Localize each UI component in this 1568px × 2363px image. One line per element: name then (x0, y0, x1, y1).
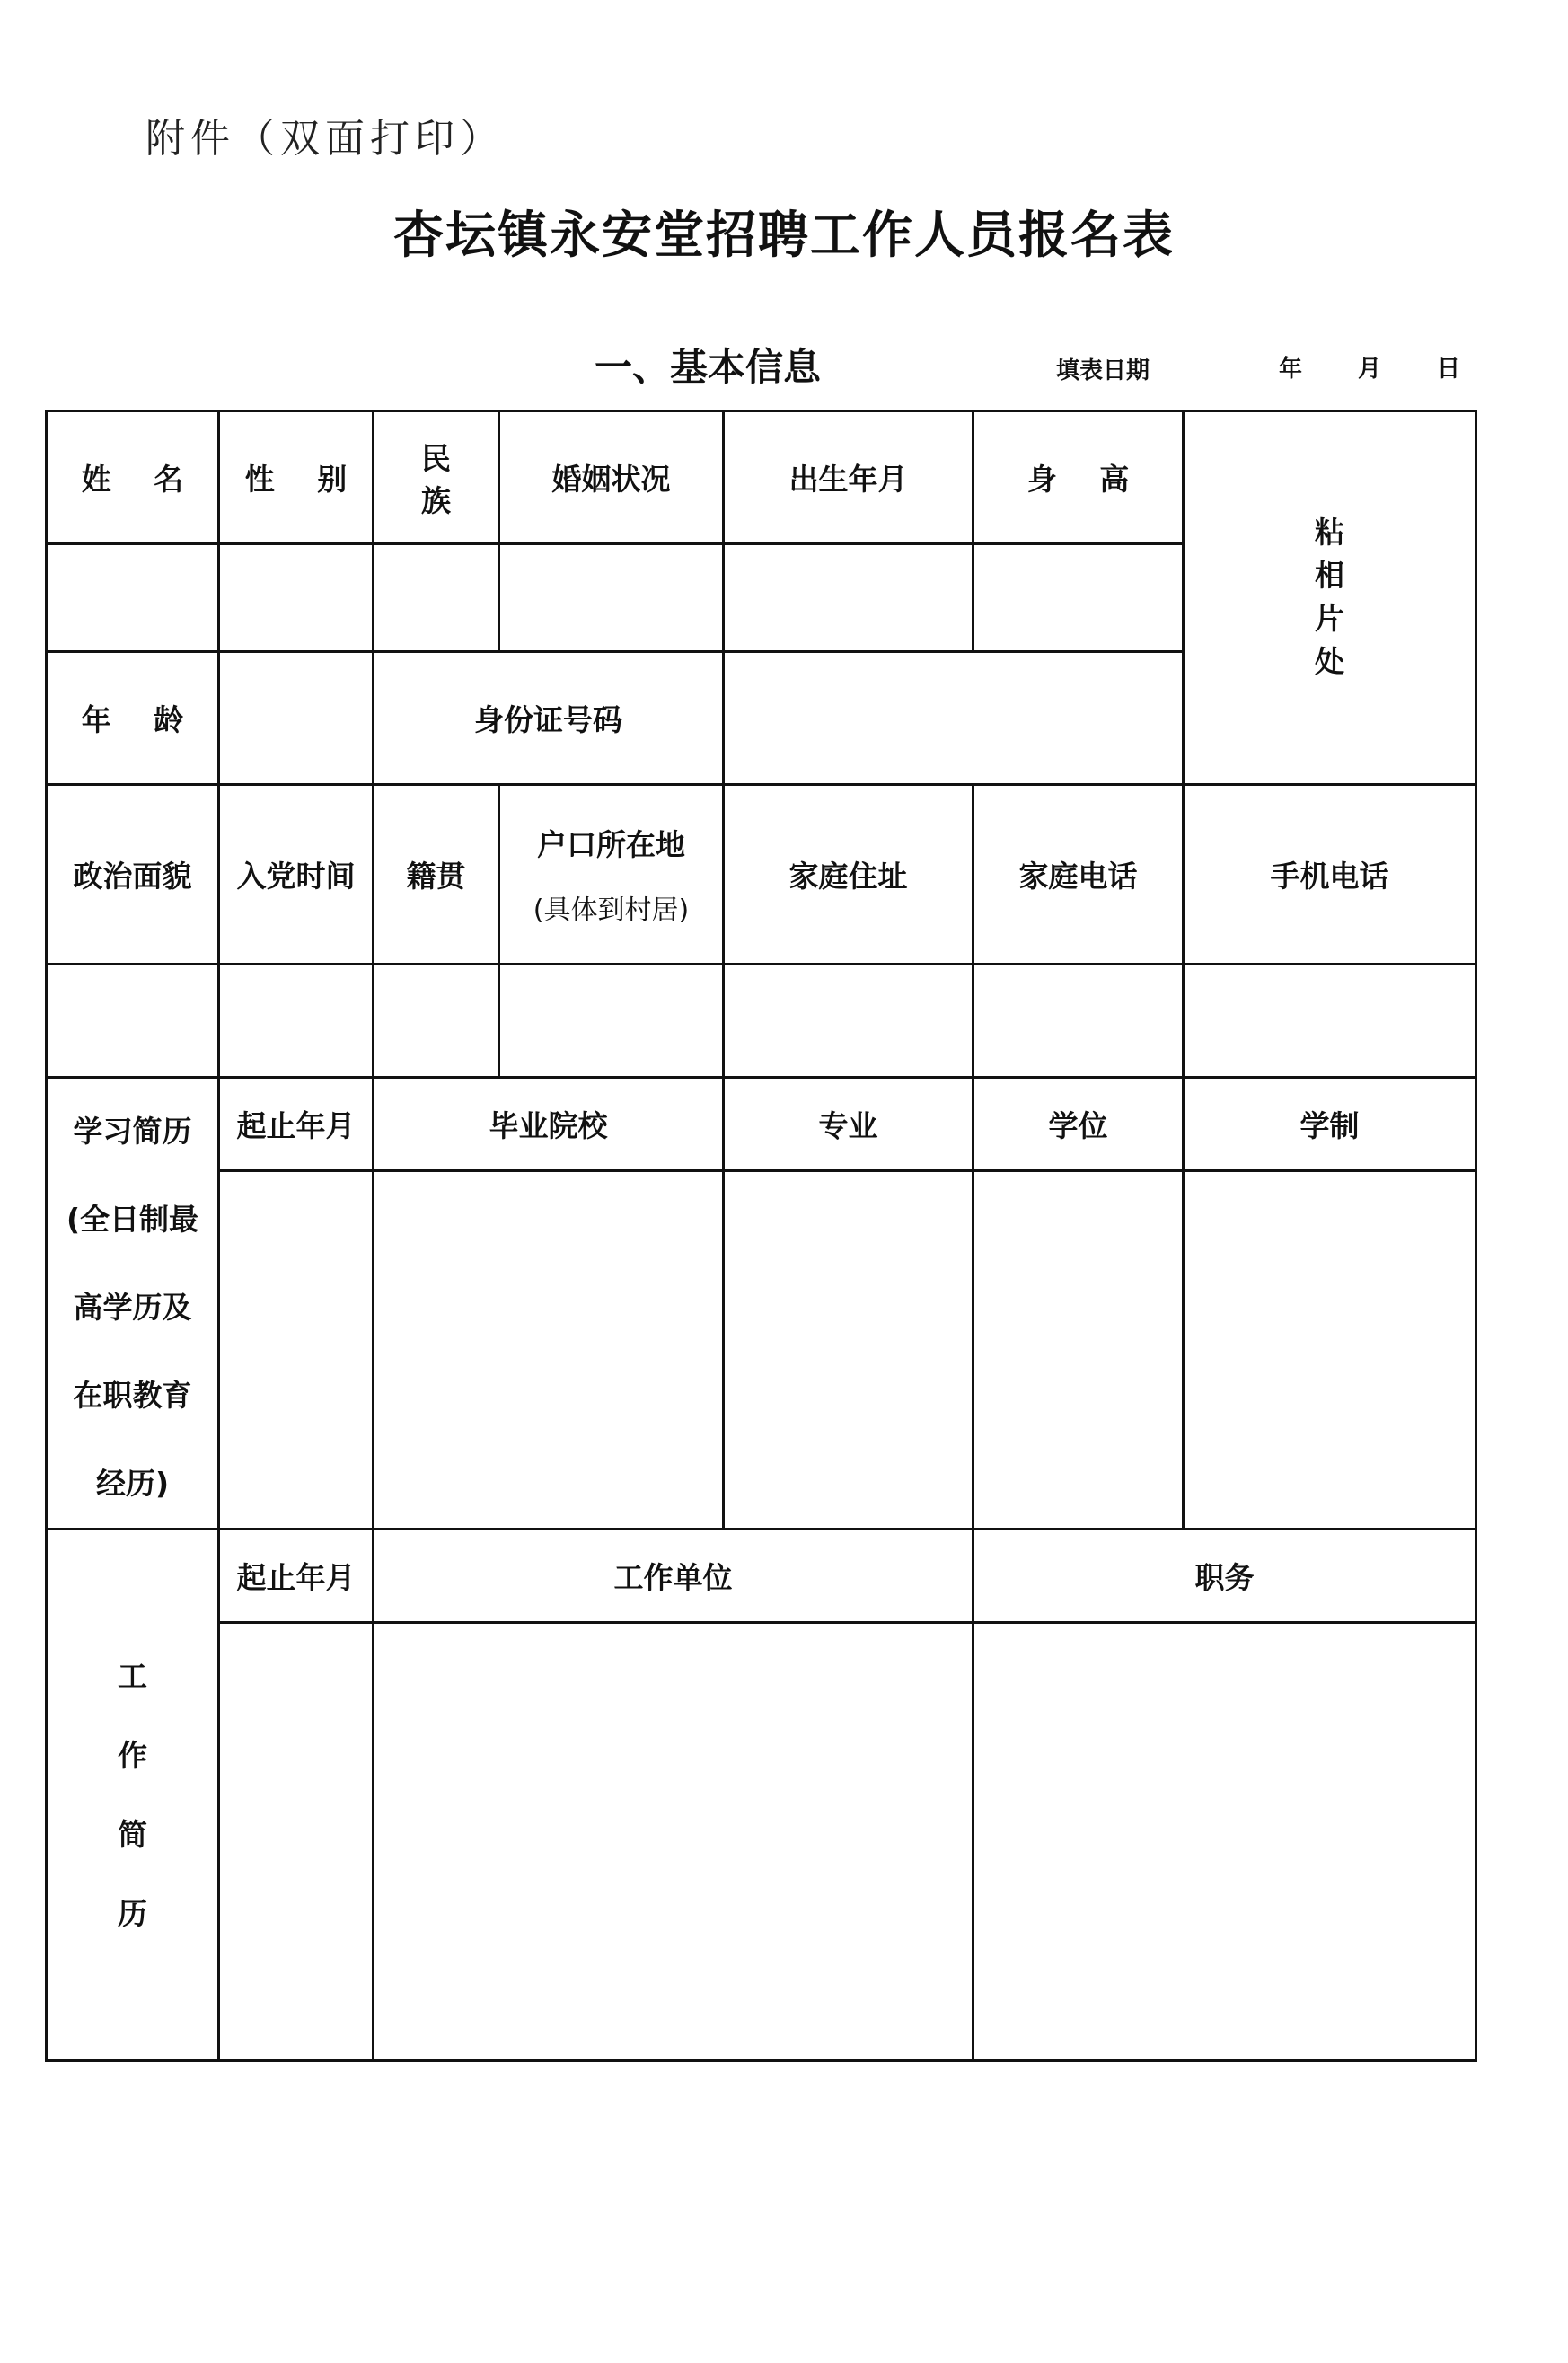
birth-date-field[interactable] (724, 544, 973, 652)
political-status-label: 政治面貌 (47, 785, 219, 965)
hukou-label (499, 785, 724, 965)
work-label-char: 工 (118, 1658, 147, 1694)
form-title: 杏坛镇永安堂招聘工作人员报名表 (393, 206, 1175, 265)
mobile-phone-label: 手机电话 (1184, 785, 1476, 965)
education-history-label (47, 1078, 219, 1530)
education-label-line: 学习简历 (73, 1114, 192, 1149)
work-label-char: 历 (118, 1895, 147, 1931)
work-label-char: 作 (118, 1737, 147, 1773)
gender-label: 性 别 (219, 411, 374, 544)
education-label-line: 在职教育 (73, 1378, 192, 1413)
hukou-note: (具体到村居) (533, 895, 690, 926)
date-unit-month: 月 (1358, 356, 1382, 383)
education-period-field[interactable] (219, 1171, 374, 1530)
work-period-label: 起止年月 (219, 1530, 374, 1623)
section-title: 一、基本信息 (595, 345, 822, 389)
school-label: 毕业院校 (374, 1078, 724, 1171)
position-label: 职务 (973, 1530, 1476, 1623)
work-history-label (47, 1530, 219, 2061)
photo-area (1184, 411, 1476, 785)
party-join-date-field[interactable] (219, 965, 374, 1078)
major-field[interactable] (724, 1171, 973, 1530)
date-unit-day: 日 (1437, 356, 1461, 383)
political-status-field[interactable] (47, 965, 219, 1078)
photo-char: 片 (1315, 601, 1344, 636)
ethnicity-label: 民 族 (374, 411, 499, 544)
age-label: 年 龄 (47, 652, 219, 785)
marital-status-field[interactable] (499, 544, 724, 652)
attachment-note: 附件（双面打印） (145, 116, 505, 162)
major-label: 专业 (724, 1078, 973, 1171)
employer-field[interactable] (374, 1623, 973, 2061)
native-place-label: 籍贯 (374, 785, 499, 965)
home-address-field[interactable] (724, 965, 973, 1078)
home-phone-label: 家庭电话 (973, 785, 1184, 965)
photo-char: 处 (1315, 644, 1344, 679)
education-period-label: 起止年月 (219, 1078, 374, 1171)
study-length-field[interactable] (1184, 1171, 1476, 1530)
id-number-field[interactable] (724, 652, 1184, 785)
education-label-line: (全日制最 (66, 1202, 199, 1237)
party-join-date-label: 入党时间 (219, 785, 374, 965)
name-label: 姓 名 (47, 411, 219, 544)
home-phone-field[interactable] (973, 965, 1184, 1078)
height-field[interactable] (973, 544, 1184, 652)
height-label: 身 高 (973, 411, 1184, 544)
native-place-field[interactable] (374, 965, 499, 1078)
photo-char: 粘 (1315, 515, 1344, 550)
name-field[interactable] (47, 544, 219, 652)
hukou-title: 户口所在地 (537, 827, 685, 862)
gender-field[interactable] (219, 544, 374, 652)
registration-form-table (45, 410, 1477, 2062)
employer-label: 工作单位 (374, 1530, 973, 1623)
hukou-field[interactable] (499, 965, 724, 1078)
marital-status-label: 婚姻状况 (499, 411, 724, 544)
work-label-char: 简 (118, 1816, 147, 1852)
date-units (1279, 350, 1460, 384)
education-label-line: 经历) (95, 1466, 170, 1501)
fill-date-label: 填表日期 (1056, 357, 1150, 384)
study-length-label: 学制 (1184, 1078, 1476, 1171)
home-address-label: 家庭住址 (724, 785, 973, 965)
mobile-phone-field[interactable] (1184, 965, 1476, 1078)
birth-date-label: 出生年月 (724, 411, 973, 544)
degree-label: 学位 (973, 1078, 1184, 1171)
age-field[interactable] (219, 652, 374, 785)
photo-char: 相 (1315, 558, 1344, 593)
school-field[interactable] (374, 1171, 724, 1530)
work-period-field[interactable] (219, 1623, 374, 2061)
ethnicity-field[interactable] (374, 544, 499, 652)
date-unit-year: 年 (1279, 356, 1303, 383)
position-field[interactable] (973, 1623, 1476, 2061)
education-label-line: 高学历及 (73, 1290, 192, 1325)
id-number-label: 身份证号码 (374, 652, 724, 785)
degree-field[interactable] (973, 1171, 1184, 1530)
